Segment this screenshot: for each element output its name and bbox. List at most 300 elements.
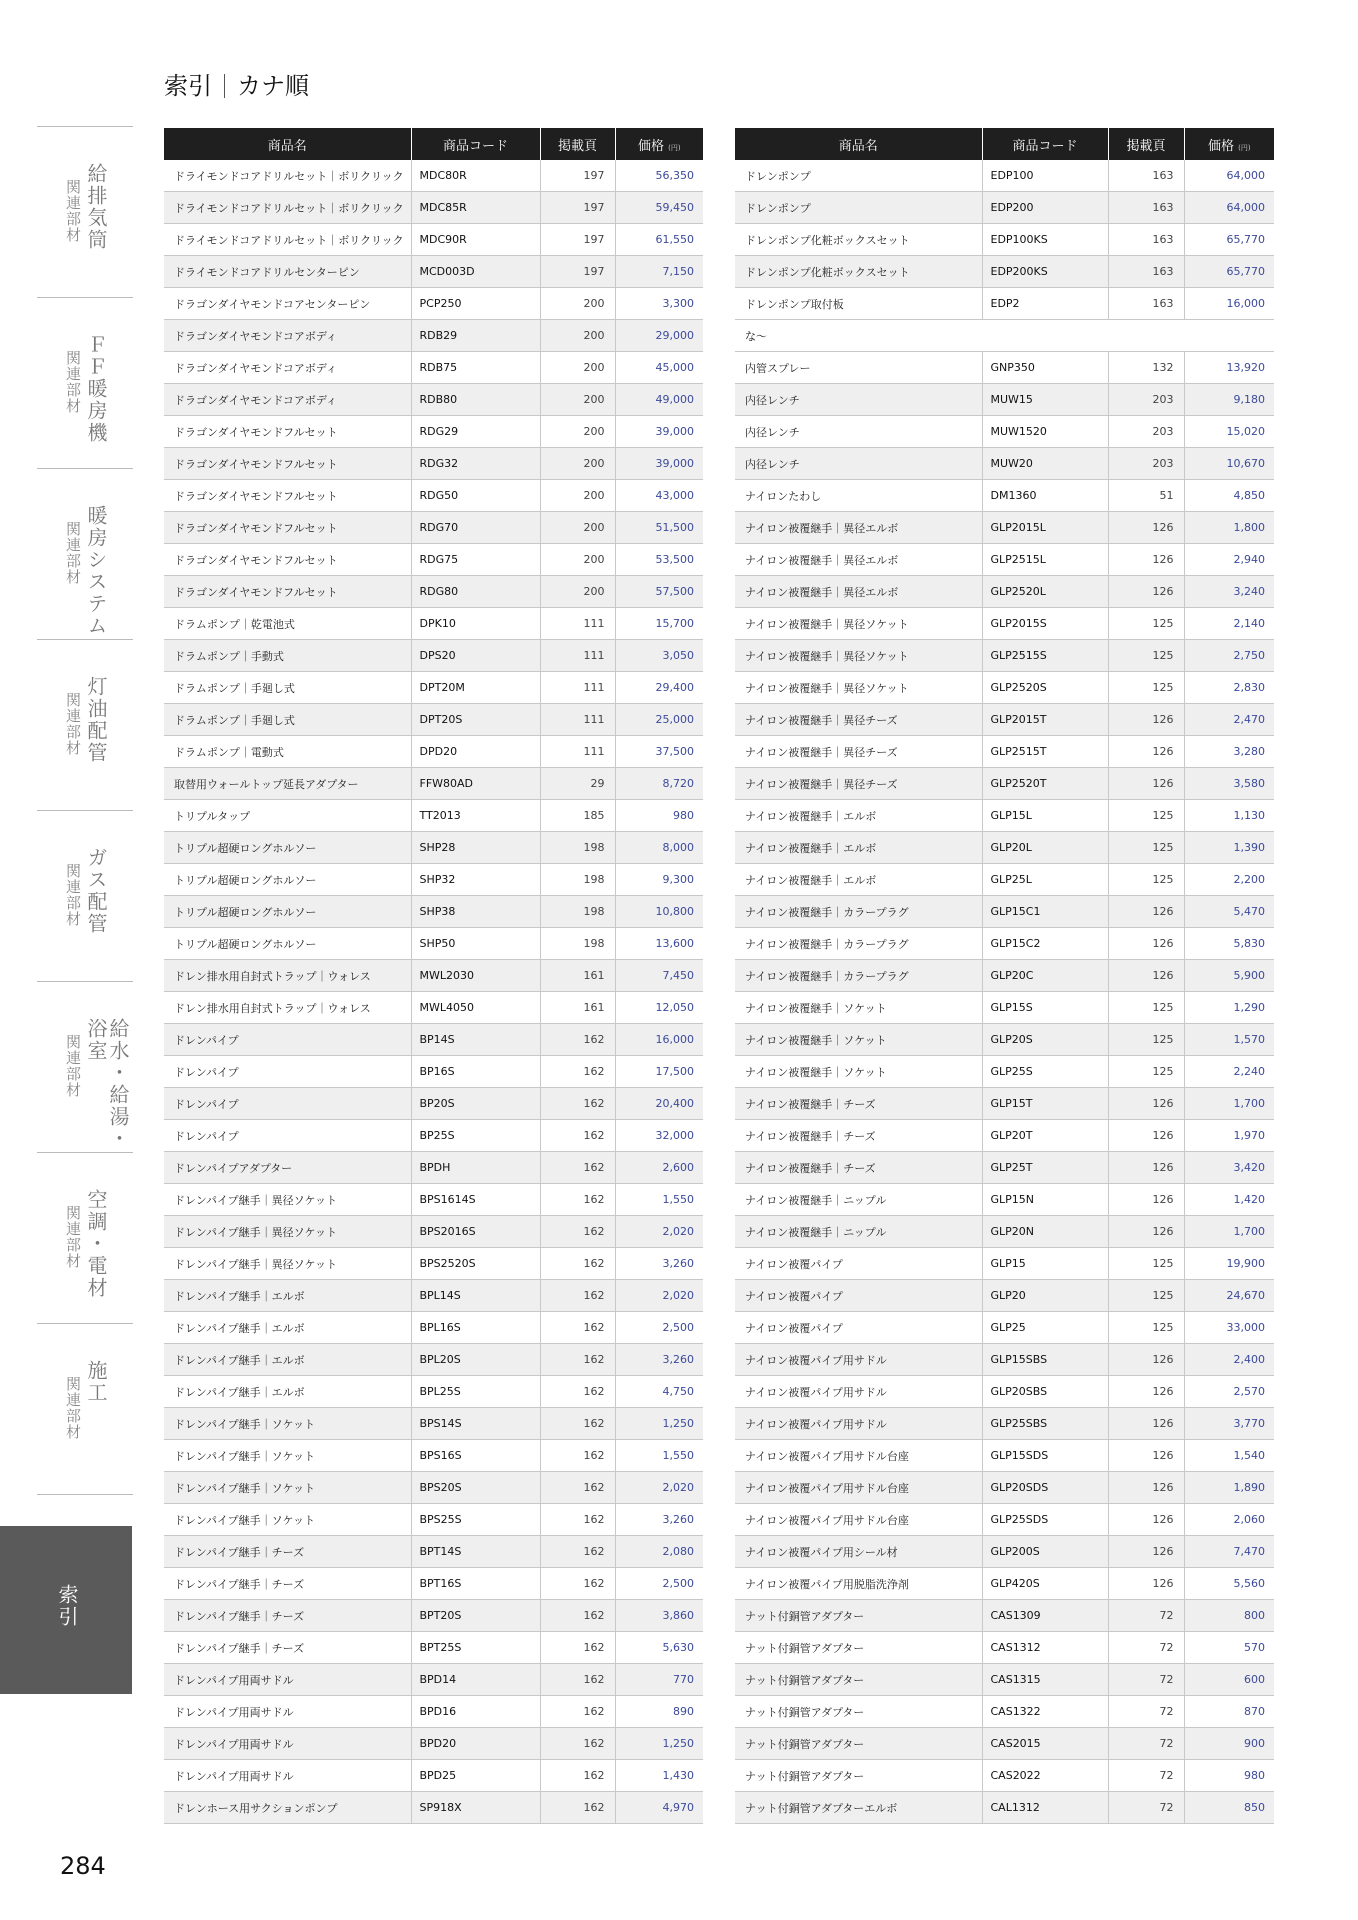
table-row [735, 1632, 1274, 1664]
table-row [735, 864, 1274, 896]
table-row [735, 288, 1274, 320]
table-row [735, 1504, 1274, 1536]
cell-price: 56,350 [615, 160, 703, 192]
header-name: 商品名 [735, 128, 982, 160]
cell-price: 5,470 [1184, 896, 1274, 928]
cell-code: RDG29 [411, 416, 540, 448]
table-row [164, 1216, 703, 1248]
cell-price: 870 [1184, 1696, 1274, 1728]
table-row [164, 864, 703, 896]
table-row [164, 1760, 703, 1792]
cell-price: 5,830 [1184, 928, 1274, 960]
table-row [164, 192, 703, 224]
table-row [735, 512, 1274, 544]
cell-code: BPS14S [411, 1408, 540, 1440]
table-row [164, 768, 703, 800]
cell-page: 200 [540, 352, 615, 384]
cell-name: 取替用ウォールトップ延長アダプター [164, 768, 411, 800]
cell-name: ナイロン被覆パイプ用サドル [735, 1408, 982, 1440]
cell-page: 162 [540, 1696, 615, 1728]
sidebar-item[interactable] [37, 1152, 133, 1323]
cell-code: BPS1614S [411, 1184, 540, 1216]
cell-page: 162 [540, 1728, 615, 1760]
cell-price: 2,200 [1184, 864, 1274, 896]
cell-code: GLP15T [982, 1088, 1108, 1120]
cell-name: ドレンパイプ継手｜ソケット [164, 1440, 411, 1472]
cell-price: 25,000 [615, 704, 703, 736]
cell-price: 37,500 [615, 736, 703, 768]
cell-code: CAS1312 [982, 1632, 1108, 1664]
cell-name: ドライモンドコアドリルセット｜ボリクリック [164, 224, 411, 256]
cell-page: 126 [1108, 1216, 1184, 1248]
cell-page: 162 [540, 1216, 615, 1248]
sidebar-item-label: ガス配管 [84, 847, 108, 935]
cell-name: ナイロンたわし [735, 480, 982, 512]
cell-price: 9,180 [1184, 384, 1274, 416]
table-row [164, 992, 703, 1024]
cell-name: ナイロン被覆パイプ [735, 1312, 982, 1344]
sidebar-item[interactable] [37, 981, 133, 1152]
cell-page: 198 [540, 864, 615, 896]
cell-page: 126 [1108, 1472, 1184, 1504]
cell-name: ナイロン被覆継手｜異径エルボ [735, 544, 982, 576]
cell-name: ドレンポンプ取付板 [735, 288, 982, 320]
cell-code: GLP25S [982, 1056, 1108, 1088]
cell-code: GLP420S [982, 1568, 1108, 1600]
header-yen: (円) [1238, 143, 1251, 152]
cell-page: 132 [1108, 352, 1184, 384]
table-row [735, 416, 1274, 448]
sidebar-item-sublabel: 関連部材 [64, 350, 82, 414]
cell-page: 51 [1108, 480, 1184, 512]
sidebar-item-label: 灯油配管 [84, 676, 108, 764]
cell-code: GLP2515L [982, 544, 1108, 576]
cell-page: 125 [1108, 1056, 1184, 1088]
cell-page: 162 [540, 1024, 615, 1056]
cell-page: 162 [540, 1504, 615, 1536]
table-row [164, 928, 703, 960]
cell-page: 200 [540, 320, 615, 352]
cell-name: ドラムポンプ｜手動式 [164, 640, 411, 672]
cell-page: 72 [1108, 1664, 1184, 1696]
table-row [735, 320, 1274, 352]
cell-page: 200 [540, 512, 615, 544]
cell-price: 65,770 [1184, 224, 1274, 256]
cell-price: 7,450 [615, 960, 703, 992]
cell-price: 16,000 [1184, 288, 1274, 320]
cell-page: 126 [1108, 1152, 1184, 1184]
cell-price: 1,420 [1184, 1184, 1274, 1216]
table-row [735, 1312, 1274, 1344]
cell-price: 1,540 [1184, 1440, 1274, 1472]
table-row [735, 1600, 1274, 1632]
cell-price: 43,000 [615, 480, 703, 512]
table-row [164, 1568, 703, 1600]
table-header-row [735, 128, 1274, 160]
table-row [164, 608, 703, 640]
cell-name: ナイロン被覆継手｜ソケット [735, 992, 982, 1024]
cell-code: CAS1315 [982, 1664, 1108, 1696]
cell-code: GLP2515T [982, 736, 1108, 768]
table-row [164, 416, 703, 448]
title-separator [224, 74, 225, 98]
cell-code: GNP350 [982, 352, 1108, 384]
cell-name: ナット付銅管アダプター [735, 1696, 982, 1728]
cell-name: トリプルタップ [164, 800, 411, 832]
cell-price: 53,500 [615, 544, 703, 576]
table-row [735, 1248, 1274, 1280]
table-row [735, 928, 1274, 960]
cell-price: 2,750 [1184, 640, 1274, 672]
table-row [735, 448, 1274, 480]
cell-name: ナット付銅管アダプター [735, 1728, 982, 1760]
cell-price: 1,390 [1184, 832, 1274, 864]
cell-page: 72 [1108, 1792, 1184, 1824]
table-row [164, 1376, 703, 1408]
cell-price: 1,700 [1184, 1088, 1274, 1120]
cell-code: BPS2520S [411, 1248, 540, 1280]
table-row [164, 1184, 703, 1216]
cell-page: 111 [540, 704, 615, 736]
cell-price: 2,060 [1184, 1504, 1274, 1536]
cell-name: ドラゴンダイヤモンドフルセット [164, 512, 411, 544]
cell-name: 内径レンチ [735, 384, 982, 416]
cell-price: 2,470 [1184, 704, 1274, 736]
cell-price: 2,020 [615, 1216, 703, 1248]
table-row [164, 1536, 703, 1568]
sidebar-item-sublabel: 関連部材 [64, 521, 82, 585]
cell-name: 内管スプレー [735, 352, 982, 384]
table-row [164, 480, 703, 512]
table-row [735, 1152, 1274, 1184]
cell-page: 125 [1108, 1024, 1184, 1056]
cell-code: BPT14S [411, 1536, 540, 1568]
table-row [164, 1792, 703, 1824]
cell-page: 200 [540, 576, 615, 608]
cell-page: 126 [1108, 960, 1184, 992]
cell-price: 64,000 [1184, 160, 1274, 192]
cell-price: 8,720 [615, 768, 703, 800]
cell-price: 1,130 [1184, 800, 1274, 832]
table-row [735, 352, 1274, 384]
cell-price: 3,050 [615, 640, 703, 672]
cell-name: ナイロン被覆パイプ用サドル [735, 1344, 982, 1376]
cell-name: ナイロン被覆継手｜カラープラグ [735, 960, 982, 992]
table-row [164, 640, 703, 672]
cell-name: ナイロン被覆継手｜ニップル [735, 1184, 982, 1216]
header-code: 商品コード [411, 128, 540, 160]
cell-code: GLP20C [982, 960, 1108, 992]
cell-price: 5,560 [1184, 1568, 1274, 1600]
cell-code: EDP200KS [982, 256, 1108, 288]
cell-code: GLP2015T [982, 704, 1108, 736]
cell-code: GLP2520T [982, 768, 1108, 800]
cell-page: 200 [540, 416, 615, 448]
sidebar-item[interactable] [37, 1323, 133, 1494]
cell-price: 65,770 [1184, 256, 1274, 288]
cell-price: 45,000 [615, 352, 703, 384]
cell-page: 197 [540, 256, 615, 288]
sidebar [37, 126, 133, 1665]
cell-page: 200 [540, 288, 615, 320]
cell-price: 7,470 [1184, 1536, 1274, 1568]
table-row [735, 1344, 1274, 1376]
cell-code: GLP25SDS [982, 1504, 1108, 1536]
cell-page: 29 [540, 768, 615, 800]
cell-code: BPS20S [411, 1472, 540, 1504]
header-name: 商品名 [164, 128, 411, 160]
table-row [735, 1696, 1274, 1728]
table-row [735, 160, 1274, 192]
cell-code: GLP15C2 [982, 928, 1108, 960]
cell-name: トリプル超硬ロングホルソー [164, 928, 411, 960]
cell-page: 162 [540, 1344, 615, 1376]
cell-page: 162 [540, 1408, 615, 1440]
sidebar-item-index[interactable] [0, 1526, 132, 1694]
cell-price: 5,900 [1184, 960, 1274, 992]
table-row [735, 1408, 1274, 1440]
cell-code: MUW20 [982, 448, 1108, 480]
cell-price: 1,250 [615, 1728, 703, 1760]
table-row [735, 1056, 1274, 1088]
cell-page: 162 [540, 1184, 615, 1216]
table-row [735, 256, 1274, 288]
cell-price: 2,140 [1184, 608, 1274, 640]
sidebar-item-sublabel: 関連部材 [64, 179, 82, 243]
sidebar-item-sublabel: 関連部材 [64, 1376, 82, 1440]
cell-price: 890 [615, 1696, 703, 1728]
cell-code: MDC90R [411, 224, 540, 256]
cell-name: ドレンパイプアダプター [164, 1152, 411, 1184]
cell-code: GLP2015S [982, 608, 1108, 640]
cell-code: GLP20N [982, 1216, 1108, 1248]
cell-code: BPS16S [411, 1440, 540, 1472]
cell-code: BPS2016S [411, 1216, 540, 1248]
cell-price: 2,600 [615, 1152, 703, 1184]
cell-name: ナイロン被覆継手｜カラープラグ [735, 928, 982, 960]
table-row [164, 1088, 703, 1120]
cell-page: 126 [1108, 1376, 1184, 1408]
cell-name: ドレンパイプ用両サドル [164, 1760, 411, 1792]
table-row [164, 1696, 703, 1728]
cell-price: 10,800 [615, 896, 703, 928]
cell-code: CAL1312 [982, 1792, 1108, 1824]
cell-code: DPT20M [411, 672, 540, 704]
cell-price: 3,420 [1184, 1152, 1274, 1184]
table-row [735, 960, 1274, 992]
cell-page: 125 [1108, 992, 1184, 1024]
cell-page: 125 [1108, 608, 1184, 640]
cell-name: ドラゴンダイヤモンドフルセット [164, 416, 411, 448]
cell-code: RDB29 [411, 320, 540, 352]
cell-name: ナイロン被覆継手｜異径ソケット [735, 608, 982, 640]
cell-name: ドラゴンダイヤモンドフルセット [164, 576, 411, 608]
cell-page: 162 [540, 1280, 615, 1312]
cell-code: GLP20SDS [982, 1472, 1108, 1504]
cell-code: BPL25S [411, 1376, 540, 1408]
cell-code: GLP25T [982, 1152, 1108, 1184]
sidebar-item[interactable] [37, 297, 133, 468]
cell-name: ドレンポンプ化粧ボックスセット [735, 224, 982, 256]
cell-page: 197 [540, 224, 615, 256]
cell-code: GLP15S [982, 992, 1108, 1024]
table-row [164, 672, 703, 704]
header-price [1184, 128, 1274, 160]
cell-code: BP20S [411, 1088, 540, 1120]
table-row [735, 1088, 1274, 1120]
table-row [735, 896, 1274, 928]
cell-page: 126 [1108, 896, 1184, 928]
table-row [164, 1312, 703, 1344]
cell-price: 3,240 [1184, 576, 1274, 608]
cell-code: RDG70 [411, 512, 540, 544]
sidebar-item[interactable] [37, 810, 133, 981]
cell-name: ドレンパイプ [164, 1088, 411, 1120]
cell-name: ドラゴンダイヤモンドフルセット [164, 448, 411, 480]
cell-code: EDP2 [982, 288, 1108, 320]
cell-page: 72 [1108, 1696, 1184, 1728]
sidebar-item-label: 空調・電材 [84, 1189, 108, 1299]
cell-page: 72 [1108, 1728, 1184, 1760]
table-row [164, 256, 703, 288]
cell-price: 49,000 [615, 384, 703, 416]
cell-name: ドライモンドコアドリルセット｜ボリクリック [164, 160, 411, 192]
sidebar-item-label: 索引 [55, 1584, 79, 1628]
cell-name: ナイロン被覆パイプ用サドル台座 [735, 1472, 982, 1504]
cell-page: 111 [540, 736, 615, 768]
table-row [164, 1600, 703, 1632]
table-row [164, 1280, 703, 1312]
cell-price: 3,580 [1184, 768, 1274, 800]
table-row [735, 1760, 1274, 1792]
cell-name: ドラムポンプ｜手廻し式 [164, 704, 411, 736]
cell-page: 126 [1108, 1344, 1184, 1376]
cell-name: ドレンパイプ [164, 1024, 411, 1056]
sidebar-item[interactable] [37, 639, 133, 810]
cell-name: ナット付銅管アダプター [735, 1664, 982, 1696]
cell-price: 39,000 [615, 448, 703, 480]
cell-page: 198 [540, 832, 615, 864]
table-row [164, 288, 703, 320]
cell-page: 111 [540, 640, 615, 672]
table-row [164, 224, 703, 256]
cell-code: MWL4050 [411, 992, 540, 1024]
cell-price: 1,250 [615, 1408, 703, 1440]
cell-name: ドラゴンダイヤモンドコアセンターピン [164, 288, 411, 320]
table-row [164, 800, 703, 832]
sidebar-item[interactable] [37, 126, 133, 297]
cell-page: 125 [1108, 1312, 1184, 1344]
cell-page: 162 [540, 1120, 615, 1152]
page-number: 284 [60, 1852, 106, 1880]
table-row [164, 576, 703, 608]
cell-page: 161 [540, 992, 615, 1024]
cell-price: 10,670 [1184, 448, 1274, 480]
cell-page: 126 [1108, 704, 1184, 736]
cell-page: 125 [1108, 864, 1184, 896]
sidebar-item-label: 暖房システム [84, 505, 108, 637]
cell-code: GLP15 [982, 1248, 1108, 1280]
cell-name: ドラムポンプ｜手廻し式 [164, 672, 411, 704]
cell-name: ナイロン被覆継手｜ソケット [735, 1024, 982, 1056]
cell-page: 126 [1108, 512, 1184, 544]
cell-price: 980 [1184, 1760, 1274, 1792]
cell-name: ドレンポンプ [735, 192, 982, 224]
cell-name: トリプル超硬ロングホルソー [164, 864, 411, 896]
sidebar-item[interactable] [37, 468, 133, 639]
cell-name: ドレン排水用自封式トラップ｜ウォレス [164, 992, 411, 1024]
table-row [164, 1472, 703, 1504]
cell-name: ナイロン被覆継手｜異径チーズ [735, 704, 982, 736]
cell-page: 162 [540, 1088, 615, 1120]
cell-code: GLP200S [982, 1536, 1108, 1568]
sidebar-item-sublabel: 関連部材 [64, 692, 82, 756]
cell-name: ナイロン被覆パイプ [735, 1248, 982, 1280]
cell-code: SHP28 [411, 832, 540, 864]
table-row [735, 992, 1274, 1024]
cell-name: ドラムポンプ｜電動式 [164, 736, 411, 768]
cell-price: 4,850 [1184, 480, 1274, 512]
cell-name: ドラゴンダイヤモンドコアボディ [164, 384, 411, 416]
cell-price: 29,400 [615, 672, 703, 704]
sidebar-item-sublabel: 関連部材 [64, 1034, 82, 1098]
cell-name: ナイロン被覆継手｜異径エルボ [735, 512, 982, 544]
cell-price: 61,550 [615, 224, 703, 256]
cell-code: GLP20L [982, 832, 1108, 864]
cell-name: ナイロン被覆継手｜異径エルボ [735, 576, 982, 608]
cell-page: 198 [540, 896, 615, 928]
cell-name: ドレンポンプ [735, 160, 982, 192]
cell-code: RDG50 [411, 480, 540, 512]
sidebar-item-label: 給排気筒 [84, 163, 108, 251]
cell-code: BPS25S [411, 1504, 540, 1536]
cell-name: ナイロン被覆継手｜異径ソケット [735, 672, 982, 704]
cell-price: 900 [1184, 1728, 1274, 1760]
cell-page: 200 [540, 480, 615, 512]
cell-price: 57,500 [615, 576, 703, 608]
table-row [164, 1664, 703, 1696]
cell-code: BPD16 [411, 1696, 540, 1728]
table-row [164, 896, 703, 928]
cell-page: 203 [1108, 448, 1184, 480]
cell-code: TT2013 [411, 800, 540, 832]
cell-price: 32,000 [615, 1120, 703, 1152]
cell-price: 570 [1184, 1632, 1274, 1664]
cell-page: 162 [540, 1376, 615, 1408]
cell-price: 2,400 [1184, 1344, 1274, 1376]
cell-name: トリプル超硬ロングホルソー [164, 832, 411, 864]
header-price-label: 価格 [1207, 138, 1234, 154]
header-page: 掲載頁 [540, 128, 615, 160]
cell-price: 2,940 [1184, 544, 1274, 576]
cell-price: 1,970 [1184, 1120, 1274, 1152]
cell-page: 163 [1108, 192, 1184, 224]
table-row [164, 1632, 703, 1664]
cell-code: MCD003D [411, 256, 540, 288]
cell-page: 162 [540, 1632, 615, 1664]
cell-name: ナイロン被覆パイプ [735, 1280, 982, 1312]
cell-code: MUW1520 [982, 416, 1108, 448]
cell-price: 1,800 [1184, 512, 1274, 544]
cell-price: 770 [615, 1664, 703, 1696]
cell-page: 126 [1108, 1120, 1184, 1152]
cell-page: 126 [1108, 768, 1184, 800]
cell-code: BPT20S [411, 1600, 540, 1632]
table-row [164, 352, 703, 384]
table-row [735, 640, 1274, 672]
cell-code: DM1360 [982, 480, 1108, 512]
sidebar-item-label: 給水・給湯・浴室 [84, 1018, 130, 1150]
